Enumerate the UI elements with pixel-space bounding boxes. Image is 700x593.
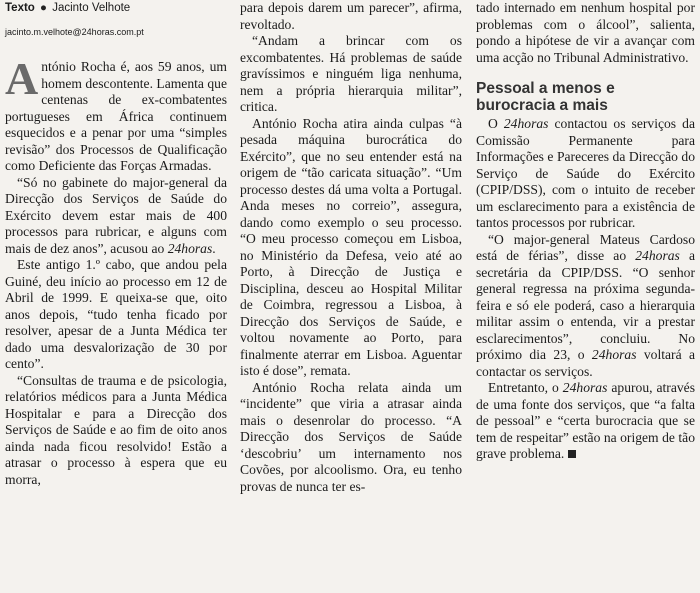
bullet-dot-icon: ● <box>40 2 47 14</box>
article-column-3 <box>476 0 695 463</box>
paragraph: “Andam a brincar com os excombatentes. Há problemas de saúde gravíssimos e ninguém liga nenhuma, nem a própria hierarquia militar”, critica. <box>240 33 462 114</box>
author-email: jacinto.m.velhote@24horas.com.pt <box>5 27 144 37</box>
paragraph <box>476 116 695 232</box>
paragraph: António Rocha atira ainda culpas “à pesada máquina burocrática do Exército”, que no seu entender está na origem de “tão caricata situação”. “Um processo destes dá uma volta a Portugal. Anda meses no correio”, assegura, dando como exemplo o seu processo. “O meu processo começou em Lisboa, no Ministério da Defesa, veio até ao Porto, à Direcção de Justiça e Disciplina, desceu ao Hospital Militar de Coimbra, regressou a Lisboa, à Direcção dos Serviços de Saúde, e voltou novamente ao Porto, para finalmente aterrar em Lisboa. Aguentar isto é dose”, remata. <box>240 115 462 378</box>
article-column-2 <box>240 0 462 495</box>
newspaper-name: 24horas <box>635 248 680 263</box>
paragraph-text: “O major-general Mateus Cardoso está de férias”, disse ao <box>476 231 695 263</box>
paragraph-text: Entretanto, o <box>488 380 563 395</box>
paragraph: tado internado em nenhum hospital por problemas com o álcool”, salienta, pondo a hipótese de vir a avançar com uma acção no Tribunal Administrativo. <box>476 0 695 65</box>
paragraph <box>5 175 227 258</box>
paragraph-text: “Só no gabinete do major-general da Direcção dos Serviços de Saúde do Exército devem estar mais de 400 processos para rubricar, e alguns com mais de dez anos”, acusou ao <box>5 174 227 256</box>
paragraph-text: ntónio Rocha é, aos 59 anos, um homem descontente. Lamenta que centenas de ex-combatentes portugueses em África continuem esquecidos e a penar por uma “simples revisão” dos Processos de Qualificação como Deficiente das Forças Armadas. <box>5 59 227 173</box>
drop-cap: A <box>5 53 39 104</box>
paragraph-text: . <box>212 240 216 256</box>
paragraph-text: contactou os serviços da Comissão Permanente para Informações e Pareceres da Direcção do Serviço de Saúde do Exército (CPIP/DSS), com o intuito de receber um esclarecimento para a existência de tantos processos por rubricar. <box>476 116 695 230</box>
subheading-line: Pessoal a menos e <box>476 80 615 97</box>
paragraph-text: voltará a contactar os serviços. <box>476 347 695 379</box>
paragraph <box>5 53 227 175</box>
end-mark-icon <box>568 450 576 458</box>
paragraph: “Consultas de trauma e de psicologia, relatórios médicos para a Junta Médica Hospitalar e para a Direcção dos Serviços de Saúde e ao fim de oito anos ainda nada ficou resolvido! Estão a atrasar o processo à espera que eu morra, <box>5 372 227 487</box>
byline-author: Jacinto Velhote <box>52 2 131 14</box>
paragraph <box>476 232 695 381</box>
subheading <box>476 80 695 114</box>
byline <box>5 2 227 18</box>
paragraph: Este antigo 1.º cabo, que andou pela Guiné, deu início ao processo em 12 de Abril de 1999. E queixa-se que, oito anos depois, “tudo tenha ficado por resolver, apesar de a Junta Médica ter dado uma desvalorização de 30 por cento”. <box>5 257 227 371</box>
byline-label: Texto <box>5 2 35 14</box>
newspaper-name: 24horas <box>562 380 608 395</box>
paragraph-text: a secretária da CPIP/DSS. “O senhor general regressa na próxima segunda-feira e só ele poderá, caso a hierarquia militar assim o entenda, vir a prestar esclarecimentos”, concluiu. No próximo dia 23, o <box>476 248 695 362</box>
paragraph-text: O <box>488 116 504 131</box>
newspaper-name: 24horas <box>167 240 213 256</box>
subheading-line: burocracia a mais <box>476 97 608 114</box>
paragraph-text: apurou, através de uma fonte dos serviços, que “a falta de pessoal” e “certa burocracia que se tem de respeitar” estão na origem de tão grave problema. <box>476 380 695 461</box>
newspaper-name: 24horas <box>591 347 637 362</box>
paragraph: para depois darem um parecer”, afirma, revoltado. <box>240 0 462 32</box>
article-column-1 <box>5 0 227 488</box>
newspaper-name: 24horas <box>503 116 549 131</box>
paragraph <box>476 380 695 463</box>
paragraph: António Rocha relata ainda um “incidente” que viria a atrasar ainda mais o desenrolar do processo. “A Direcção dos Serviços de Saúde ‘descobriu’ um internamento nos Covões, por alcoolismo. Ora, eu tenho provas de nunca ter es- <box>240 379 462 494</box>
